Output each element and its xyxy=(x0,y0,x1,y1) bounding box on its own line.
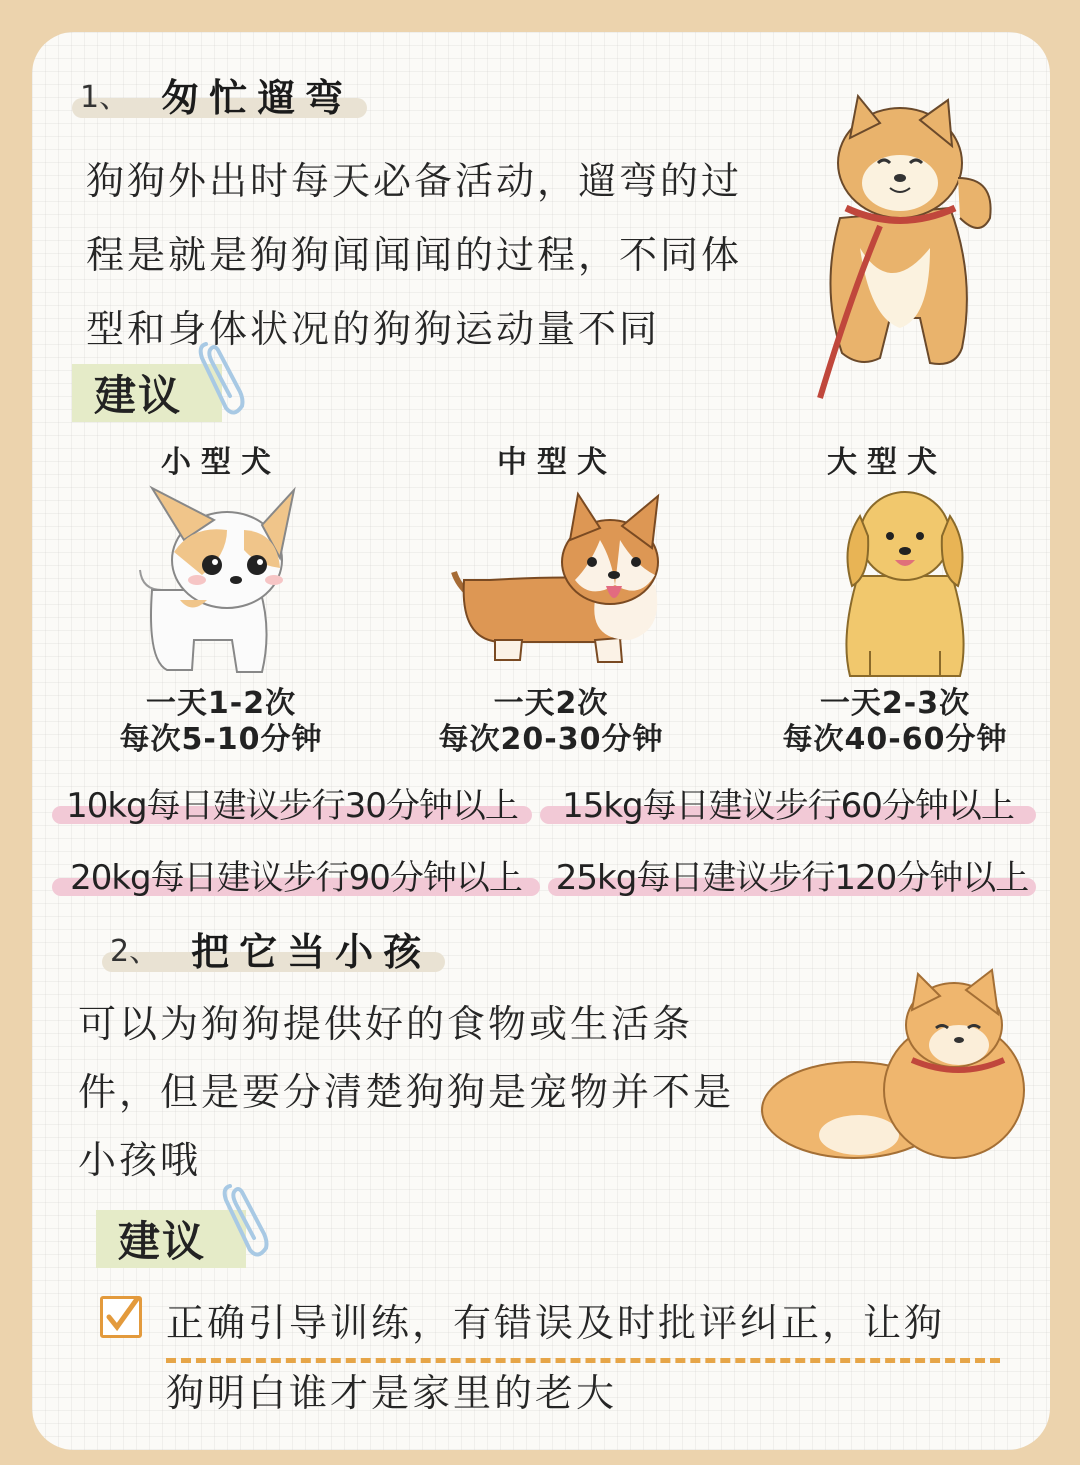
section1-line-3: 型和身体状况的狗狗运动量不同 xyxy=(86,307,661,351)
section2-number: 2、 xyxy=(110,934,160,969)
section2-heading: 把它当小孩 xyxy=(191,929,432,974)
shiba-leash-icon xyxy=(780,68,1020,408)
small-dog-freq-line1: 一天1-2次 xyxy=(145,686,297,721)
golden-retriever-icon xyxy=(830,476,980,686)
walk-tip-25kg xyxy=(548,850,1036,898)
paperclip-icon xyxy=(192,336,248,416)
chihuahua-icon xyxy=(132,480,312,680)
walk-tip-25kg-text: 25kg每日建议步行120分钟以上 xyxy=(555,857,1029,898)
walk-tip-20kg-text: 20kg每日建议步行90分钟以上 xyxy=(70,857,522,898)
section2-title xyxy=(110,922,431,974)
small-dog-column xyxy=(56,437,386,481)
section2-tip-line-1: 正确引导训练，有错误及时批评纠正，让狗 xyxy=(166,1301,946,1345)
large-dog-freq xyxy=(730,686,1050,758)
walk-tip-10kg xyxy=(52,778,532,826)
section1-title xyxy=(80,68,353,120)
medium-dog-column xyxy=(392,437,722,481)
large-dog-column xyxy=(722,437,1050,481)
section2-line-3: 小孩哦 xyxy=(78,1138,202,1182)
walk-tip-10kg-text: 10kg每日建议步行30分钟以上 xyxy=(66,785,518,826)
note-card xyxy=(32,32,1050,1450)
section1-heading: 匆忙遛弯 xyxy=(161,75,354,120)
paperclip-icon xyxy=(216,1178,272,1258)
section2-line-1: 可以为狗狗提供好的食物或生活条 xyxy=(78,1002,694,1046)
medium-dog-freq-line1: 一天2次 xyxy=(493,686,609,721)
small-dog-freq-line2: 每次5-10分钟 xyxy=(119,722,323,757)
walk-tip-20kg xyxy=(52,850,540,898)
checkbox-checked-icon xyxy=(100,1296,142,1338)
section1-number: 1、 xyxy=(80,80,130,115)
medium-dog-freq-line2: 每次20-30分钟 xyxy=(438,722,664,757)
walk-tip-15kg-text: 15kg每日建议步行60分钟以上 xyxy=(562,785,1014,826)
section1-paragraph xyxy=(86,144,806,366)
medium-dog-label: 中型犬 xyxy=(497,445,617,480)
section1-line-2: 程是就是狗狗闻闻闻的过程，不同体 xyxy=(86,233,743,277)
large-dog-freq-line1: 一天2-3次 xyxy=(819,686,971,721)
large-dog-freq-line2: 每次40-60分钟 xyxy=(782,722,1008,757)
small-dog-label: 小型犬 xyxy=(161,445,281,480)
medium-dog-freq xyxy=(386,686,716,758)
section2-tip-line-2: 狗明白谁才是家里的老大 xyxy=(166,1371,618,1415)
section2-line-2: 件，但是要分清楚狗狗是宠物并不是 xyxy=(78,1070,735,1114)
section2-suggest-label: 建议 xyxy=(96,1210,246,1268)
dashed-underline xyxy=(166,1358,1000,1363)
corgi-icon xyxy=(450,490,680,670)
walk-tip-15kg xyxy=(540,778,1036,826)
small-dog-freq xyxy=(56,686,386,758)
section1-suggest-label: 建议 xyxy=(72,364,222,422)
section2-paragraph xyxy=(78,990,798,1194)
large-dog-label: 大型犬 xyxy=(827,445,947,480)
section1-line-1: 狗狗外出时每天必备活动，遛弯的过 xyxy=(86,159,743,203)
two-shiba-icon xyxy=(754,960,1034,1160)
